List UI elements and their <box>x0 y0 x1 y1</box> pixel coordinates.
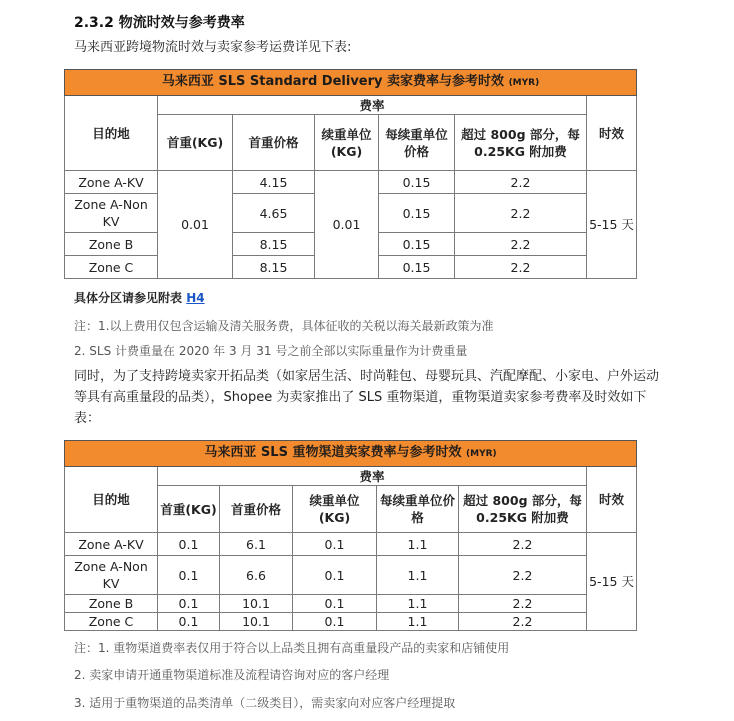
appendix-h4-link[interactable]: H4 <box>186 291 205 305</box>
cell-extra-weight: 0.1 <box>293 595 377 613</box>
col-first-weight: 首重(KG) <box>158 115 233 171</box>
table-row <box>65 171 637 194</box>
caption-text: 马来西亚 SLS 重物渠道卖家费率与参考时效 <box>204 445 462 460</box>
cell-surcharge: 2.2 <box>459 613 587 631</box>
table-row <box>65 595 637 613</box>
cell-first-price: 10.1 <box>220 595 293 613</box>
col-destination: 目的地 <box>65 467 158 533</box>
cell-first-weight: 0.1 <box>158 556 220 595</box>
cell-first-price: 6.6 <box>220 556 293 595</box>
cell-surcharge: 2.2 <box>455 233 587 256</box>
cell-surcharge: 2.2 <box>455 171 587 194</box>
cell-surcharge: 2.2 <box>459 533 587 556</box>
zone-reference <box>74 289 205 306</box>
cell-lead-time: 5-15 天 <box>587 533 637 631</box>
cell-extra-price: 0.15 <box>379 194 455 233</box>
cell-surcharge: 2.2 <box>455 256 587 279</box>
table-caption <box>65 441 637 467</box>
cell-extra-price: 1.1 <box>377 613 459 631</box>
cell-first-weight: 0.1 <box>158 533 220 556</box>
table-row <box>65 613 637 631</box>
caption-text: 马来西亚 SLS Standard Delivery 卖家费率与参考时效 <box>161 74 505 89</box>
cell-first-weight: 0.1 <box>158 595 220 613</box>
cell-extra-price: 0.15 <box>379 233 455 256</box>
col-extra-weight: 续重单位(KG) <box>315 115 379 171</box>
cell-extra-weight: 0.1 <box>293 613 377 631</box>
cell-extra-weight: 0.1 <box>293 533 377 556</box>
cell-extra-weight: 0.1 <box>293 556 377 595</box>
heavy-note-line-2: 2. 卖家申请开通重物渠道标准及流程请咨询对应的客户经理 <box>74 668 390 682</box>
note-line-2: 2. SLS 计费重量在 2020 年 3 月 31 号之前全部以实际重量作为计费重量 <box>74 344 468 358</box>
col-destination: 目的地 <box>65 96 158 171</box>
cell-extra-weight: 0.01 <box>315 171 379 279</box>
caption-unit: (MYR) <box>466 449 497 459</box>
col-extra-price: 每续重单位价格 <box>377 486 459 533</box>
section-title: 2.3.2 物流时效与参考费率 <box>74 15 245 31</box>
heavy-channel-rate-table <box>64 440 637 631</box>
cell-first-price: 4.65 <box>233 194 315 233</box>
col-first-price: 首重价格 <box>220 486 293 533</box>
cell-first-price: 8.15 <box>233 233 315 256</box>
cell-extra-price: 1.1 <box>377 556 459 595</box>
cell-first-price: 6.1 <box>220 533 293 556</box>
heavy-channel-paragraph: 同时，为了支持跨境卖家开拓品类（如家居生活、时尚鞋包、母婴玩具、汽配摩配、小家电、户外运动等具有高重量段的品类），Shopee 为卖家推出了 SLS 重物渠道，重物渠道卖家参考费率及时效如下表： <box>74 369 660 426</box>
cell-zone: Zone A-KV <box>65 533 158 556</box>
cell-zone: Zone A-Non KV <box>65 556 158 595</box>
cell-first-weight: 0.1 <box>158 613 220 631</box>
cell-first-price: 4.15 <box>233 171 315 194</box>
table-row <box>65 533 637 556</box>
col-rate-group: 费率 <box>158 467 587 486</box>
col-lead-time: 时效 <box>587 467 637 533</box>
caption-unit: (MYR) <box>508 78 540 88</box>
col-extra-price: 每续重单位价格 <box>379 115 455 171</box>
col-over-800g: 超过 800g 部分，每 0.25KG 附加费 <box>455 115 587 171</box>
cell-extra-price: 1.1 <box>377 595 459 613</box>
standard-delivery-rate-table <box>64 69 637 279</box>
cell-first-price: 8.15 <box>233 256 315 279</box>
col-first-weight: 首重(KG) <box>158 486 220 533</box>
cell-zone: Zone B <box>65 233 158 256</box>
heavy-note-line-3: 3. 适用于重物渠道的品类清单（二级类目），需卖家向对应客户经理提取 <box>74 696 456 710</box>
cell-first-weight: 0.01 <box>158 171 233 279</box>
section-intro: 马来西亚跨境物流时效与卖家参考运费详见下表: <box>74 40 352 55</box>
cell-zone: Zone B <box>65 595 158 613</box>
note-line-1: 注：1.以上费用仅包含运输及清关服务费，具体征收的关税以海关最新政策为准 <box>74 319 494 333</box>
cell-zone: Zone C <box>65 256 158 279</box>
table-row <box>65 556 637 595</box>
cell-zone: Zone C <box>65 613 158 631</box>
col-lead-time: 时效 <box>587 96 637 171</box>
heavy-note-line-1: 注：1. 重物渠道费率表仅用于符合以上品类且拥有高重量段产品的卖家和店铺使用 <box>74 641 510 655</box>
col-extra-weight: 续重单位(KG) <box>293 486 377 533</box>
cell-zone: Zone A-Non KV <box>65 194 158 233</box>
cell-first-price: 10.1 <box>220 613 293 631</box>
reference-text: 具体分区请参见附表 <box>74 291 183 305</box>
cell-extra-price: 0.15 <box>379 171 455 194</box>
cell-extra-price: 1.1 <box>377 533 459 556</box>
col-rate-group: 费率 <box>158 96 587 115</box>
table-caption <box>65 70 637 96</box>
cell-extra-price: 0.15 <box>379 256 455 279</box>
col-first-price: 首重价格 <box>233 115 315 171</box>
cell-surcharge: 2.2 <box>459 556 587 595</box>
cell-surcharge: 2.2 <box>459 595 587 613</box>
col-over-800g: 超过 800g 部分，每 0.25KG 附加费 <box>459 486 587 533</box>
cell-zone: Zone A-KV <box>65 171 158 194</box>
cell-surcharge: 2.2 <box>455 194 587 233</box>
cell-lead-time: 5-15 天 <box>587 171 637 279</box>
